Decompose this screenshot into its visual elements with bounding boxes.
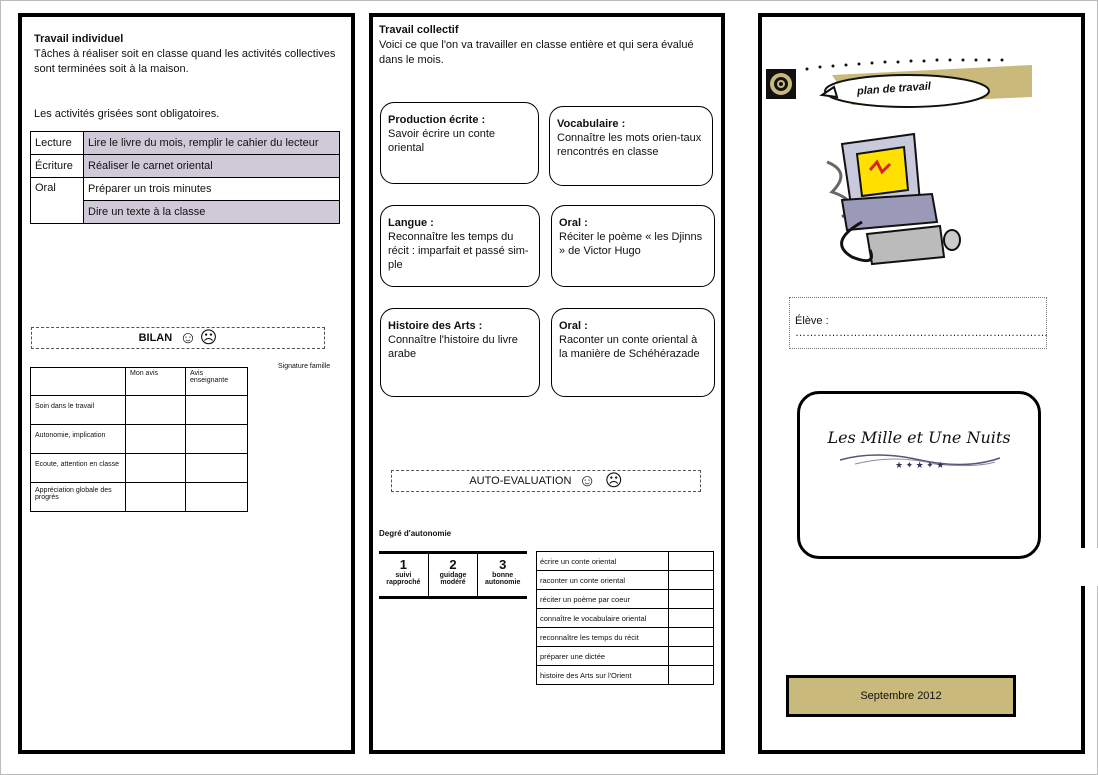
bilan-row	[31, 425, 248, 454]
bilan-criterion: Ecoute, attention en classe	[31, 454, 126, 483]
skill-label: raconter un conte oriental	[537, 571, 669, 590]
skill-row	[537, 647, 714, 666]
bilan-cell[interactable]	[126, 483, 186, 512]
bilan-row	[31, 396, 248, 425]
card-text: Connaître les mots orien-taux rencontrés en classe	[557, 132, 702, 158]
card-title: Vocabulaire :	[557, 118, 626, 130]
frown-icon: ☹	[199, 328, 218, 348]
date-text: Septembre 2012	[860, 690, 942, 702]
mandatory-note: Les activités grisées sont obligatoires.	[34, 108, 220, 120]
degree-scale	[379, 551, 527, 599]
skill-cell[interactable]	[669, 590, 714, 609]
card-title: Production écrite :	[388, 114, 486, 126]
skill-label: réciter un poème par coeur	[537, 590, 669, 609]
card-oral-poeme	[551, 205, 715, 287]
auto-evaluation-title: AUTO-EVALUATION	[469, 475, 572, 487]
degree-item: 1 suivi rapproché	[379, 554, 429, 596]
bilan-cell[interactable]	[186, 483, 248, 512]
card-langue	[380, 205, 540, 287]
skill-row	[537, 571, 714, 590]
bilan-table	[30, 367, 248, 512]
collective-heading: Travail collectif	[379, 24, 459, 36]
book-title-frame	[797, 391, 1041, 559]
skill-label: reconnaître les temps du récit	[537, 628, 669, 647]
collective-intro: Voici ce que l'on va travailler en classe entière et qui sera évalué dans le mois.	[379, 39, 694, 66]
degree-item: 2 guidage modéré	[429, 554, 479, 596]
card-vocabulaire	[549, 106, 713, 186]
bilan-cell[interactable]	[186, 396, 248, 425]
skill-cell[interactable]	[669, 609, 714, 628]
individual-intro: Tâches à réaliser soit en classe quand les activités collectives sont terminées soit à la maison.	[34, 48, 336, 75]
skill-row	[537, 609, 714, 628]
activity-area: Lecture	[31, 132, 84, 155]
card-production-ecrite	[380, 102, 539, 184]
skill-label: écrire un conte oriental	[537, 552, 669, 571]
skill-row	[537, 590, 714, 609]
ornament-flourish	[835, 448, 1005, 470]
activity-task: Lire le livre du mois, remplir le cahier du lecteur	[84, 132, 340, 155]
computer-clipart	[822, 132, 972, 282]
bilan-cell[interactable]	[186, 454, 248, 483]
card-oral-conte	[551, 308, 715, 397]
skill-row	[537, 552, 714, 571]
bilan-box	[31, 327, 325, 349]
card-title: Histoire des Arts :	[388, 320, 483, 332]
bilan-row	[31, 454, 248, 483]
smile-icon: ☺	[578, 471, 596, 491]
banner-title: plan de travail	[856, 80, 932, 98]
activity-task: Réaliser le carnet oriental	[84, 155, 340, 178]
card-text: Savoir écrire un conte oriental	[388, 128, 495, 154]
individual-heading: Travail individuel	[34, 33, 124, 45]
bilan-cell[interactable]	[126, 396, 186, 425]
card-title: Langue :	[388, 217, 434, 229]
skill-cell[interactable]	[669, 552, 714, 571]
bilan-title: BILAN	[138, 332, 173, 344]
panel-individual	[18, 13, 355, 754]
activity-row	[31, 178, 340, 201]
skills-table	[536, 551, 714, 685]
degree-item: 3 bonne autonomie	[484, 557, 521, 586]
card-title: Oral :	[559, 320, 588, 332]
auto-evaluation-box	[391, 470, 701, 492]
bilan-row	[31, 483, 248, 512]
signature-label: Signature famille	[278, 363, 331, 370]
card-text: Reconnaître les temps du récit : imparfait et passé sim-ple	[388, 231, 529, 271]
bilan-criterion: Appréciation globale des progrès	[31, 483, 126, 512]
card-title: Oral :	[559, 217, 588, 229]
svg-text:★ ✦ ★ ✦ ★: ★ ✦ ★ ✦ ★	[895, 460, 945, 470]
card-histoire-arts	[380, 308, 540, 397]
skill-row	[537, 628, 714, 647]
panel-cover	[758, 13, 1085, 754]
bilan-header-row	[31, 368, 248, 396]
skill-cell[interactable]	[669, 571, 714, 590]
skill-cell[interactable]	[669, 628, 714, 647]
card-text: Réciter le poème « les Djinns » de Victor Hugo	[559, 231, 703, 257]
bilan-cell[interactable]	[186, 425, 248, 454]
bilan-header: Avis enseignante	[186, 368, 248, 396]
smile-icon: ☺	[179, 328, 197, 348]
skill-row	[537, 666, 714, 685]
panel-collective	[369, 13, 725, 754]
activity-row	[31, 155, 340, 178]
activities-table	[30, 131, 340, 224]
bilan-criterion: Soin dans le travail	[31, 396, 126, 425]
skill-cell[interactable]	[669, 666, 714, 685]
card-text: Connaître l'histoire du livre arabe	[388, 334, 518, 360]
bilan-criterion: Autonomie, implication	[31, 425, 126, 454]
skill-label: connaître le vocabulaire oriental	[537, 609, 669, 628]
skill-cell[interactable]	[669, 647, 714, 666]
page-edge-gap	[1080, 548, 1098, 586]
bilan-header: Mon avis	[126, 368, 186, 396]
book-title: Les Mille et Une Nuits	[827, 428, 1011, 447]
bilan-cell[interactable]	[126, 454, 186, 483]
student-name-field[interactable]: Élève : ……………………………………………………………	[789, 297, 1047, 349]
activity-task: Préparer un trois minutes	[84, 178, 340, 201]
bilan-cell[interactable]	[126, 425, 186, 454]
date-badge	[786, 675, 1016, 717]
activity-area: Écriture	[31, 155, 84, 178]
activity-task: Dire un texte à la classe	[84, 201, 340, 224]
degree-label: Degré d'autonomie	[379, 529, 452, 538]
card-text: Raconter un conte oriental à la manière de Schéhérazade	[559, 334, 700, 360]
skill-label: préparer une dictée	[537, 647, 669, 666]
activity-area: Oral	[31, 178, 84, 224]
activity-row	[31, 132, 340, 155]
skill-label: histoire des Arts sur l'Orient	[537, 666, 669, 685]
frown-icon: ☹	[604, 471, 623, 491]
